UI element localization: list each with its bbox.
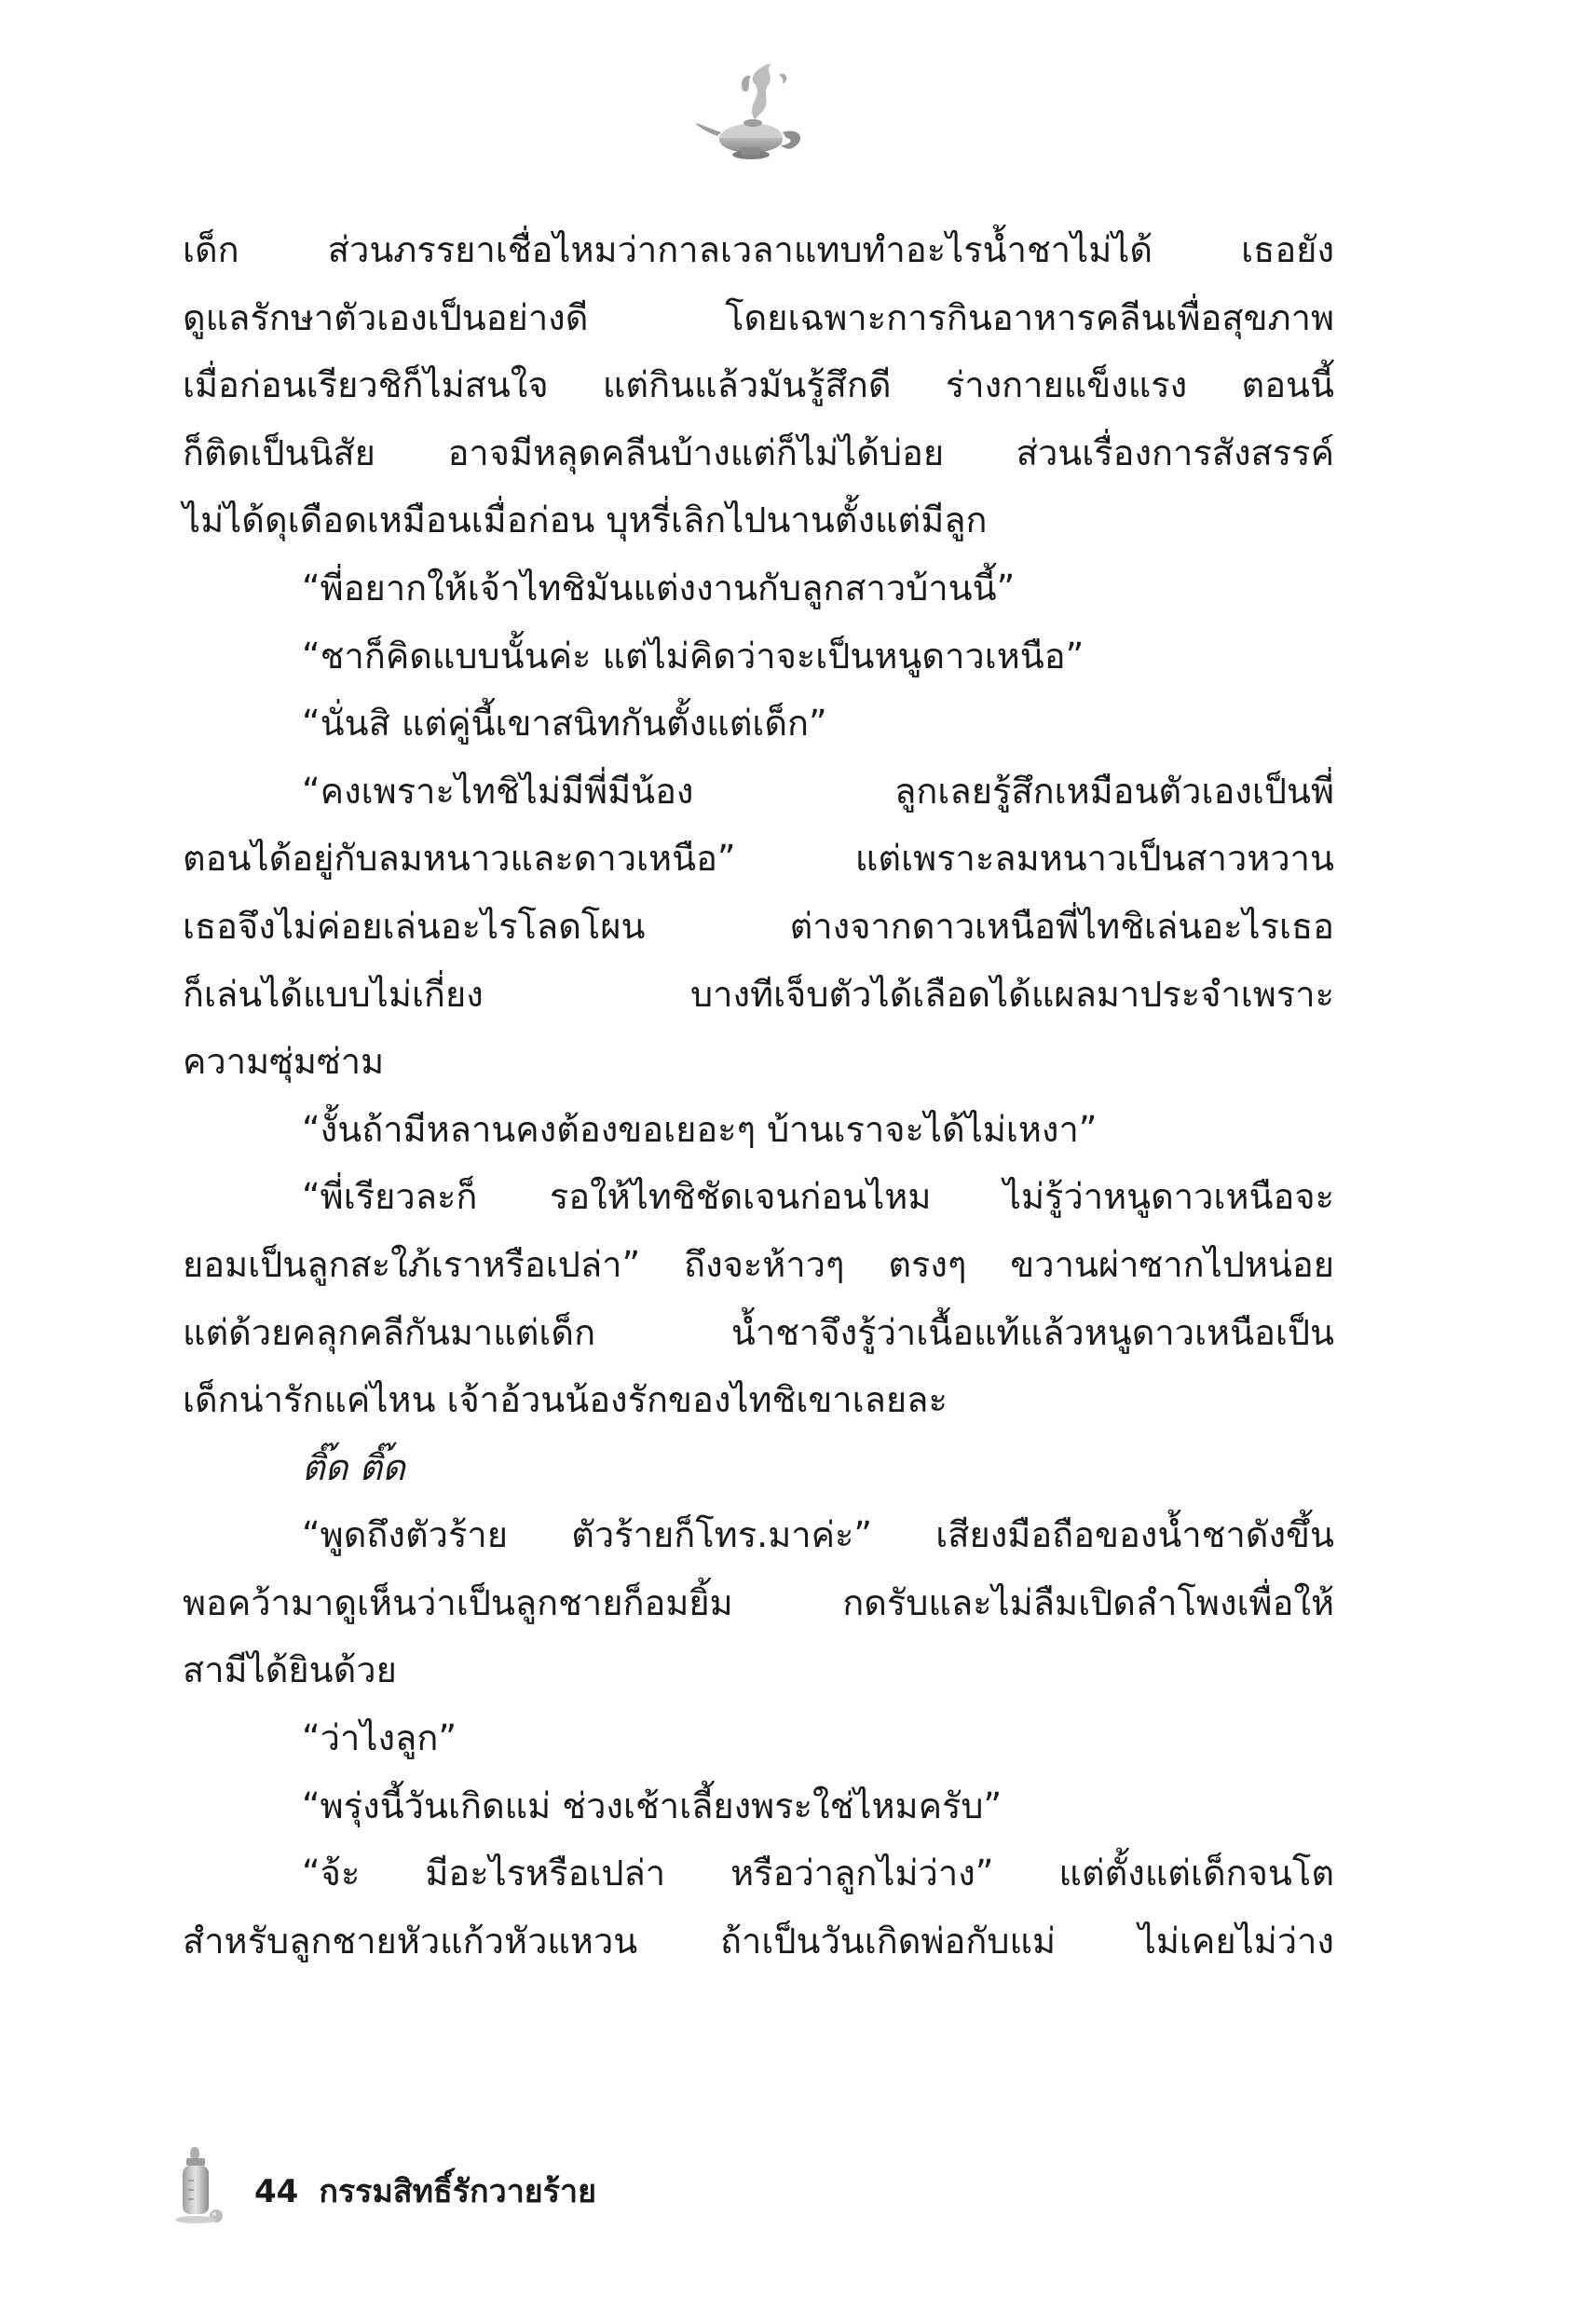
text-line: ตอนได้อยู่กับลมหนาวและดาวเหนือ” แต่เพราะลมหนาวเป็นสาวหวาน — [183, 838, 1334, 880]
text-line: ไม่ได้ดุเดือดเหมือนเมื่อก่อน บุหรี่เลิกไปนานตั้งแต่มีลูก — [183, 499, 988, 541]
body-text — [183, 216, 1334, 1975]
text-line: “พรุ่งนี้วันเกิดแม่ ช่วงเช้าเลี้ยงพระใช่ไหมครับ” — [302, 1785, 1003, 1826]
page-footer — [166, 2143, 911, 2227]
text-line: “ชาก็คิดแบบนั้นค่ะ แต่ไม่คิดว่าจะเป็นหนูดาวเหนือ” — [302, 635, 1084, 677]
text-line: เธอจึงไม่ค่อยเล่นอะไรโลดโผน ต่างจากดาวเหนือพี่ไทชิเล่นอะไรเธอ — [183, 905, 1334, 947]
text-line: สำหรับลูกชายหัวแก้วหัวแหวน ถ้าเป็นวันเกิดพ่อกับแม่ ไม่เคยไม่ว่าง — [183, 1920, 1334, 1962]
baby-bottle-icon — [166, 2143, 231, 2227]
text-line: ดูแลรักษาตัวเองเป็นอย่างดี โดยเฉพาะการกินอาหารคลีนเพื่อสุขภาพ — [183, 296, 1334, 338]
text-line: “พูดถึงตัวร้าย ตัวร้ายก็โทร.มาค่ะ” เสียงมือถือของน้ำชาดังขึ้น — [302, 1514, 1334, 1556]
footer-text — [254, 2166, 617, 2216]
text-line: “พี่เรียวละก็ รอให้ไทชิชัดเจนก่อนไหม ไม่รู้ว่าหนูดาวเหนือจะ — [302, 1176, 1334, 1218]
text-line: “ว่าไงลูก” — [302, 1717, 457, 1759]
text-line: เมื่อก่อนเรียวชิก็ไม่สนใจ แต่กินแล้วมันรู้สึกดี ร่างกายแข็งแรง ตอนนี้ — [183, 364, 1334, 406]
genie-lamp-emblem-icon — [689, 54, 820, 166]
text-line: แต่ด้วยคลุกคลีกันมาแต่เด็ก น้ำชาจึงรู้ว่าเนื้อแท้แล้วหนูดาวเหนือเป็น — [183, 1311, 1334, 1353]
text-line: “คงเพราะไทชิไม่มีพี่มีน้อง ลูกเลยรู้สึกเหมือนตัวเองเป็นพี่ — [302, 770, 1334, 812]
text-line: สามีได้ยินด้วย — [183, 1649, 397, 1691]
text-line: “นั่นสิ แต่คู่นี้เขาสนิทกันตั้งแต่เด็ก” — [302, 703, 827, 745]
book-title: กรรมสิทธิ์รักวายร้าย — [319, 2173, 596, 2210]
text-line: “จ้ะ มีอะไรหรือเปล่า หรือว่าลูกไม่ว่าง” แต่ตั้งแต่เด็กจนโต — [302, 1853, 1334, 1894]
text-line: เด็กน่ารักแค่ไหน เจ้าอ้วนน้องรักของไทชิเขาเลยละ — [183, 1379, 948, 1421]
text-line: ยอมเป็นลูกสะใภ้เราหรือเปล่า” ถึงจะห้าวๆ ตรงๆ ขวานผ่าซากไปหน่อย — [183, 1243, 1334, 1285]
page-number: 44 — [254, 2173, 299, 2210]
text-line: “งั้นถ้ามีหลานคงต้องขอเยอะๆ บ้านเราจะได้ไม่เหงา” — [302, 1108, 1098, 1150]
text-line: เด็ก ส่วนภรรยาเชื่อไหมว่ากาลเวลาแทบทำอะไรน้ำชาไม่ได้ เธอยัง — [183, 229, 1334, 270]
text-line: พอคว้ามาดูเห็นว่าเป็นลูกชายก็อมยิ้ม กดรับและไม่ลืมเปิดลำโพงเพื่อให้ — [183, 1581, 1334, 1623]
text-line: “พี่อยากให้เจ้าไทชิมันแต่งงานกับลูกสาวบ้านนี้” — [302, 567, 1016, 609]
text-line: ความซุ่มซ่าม — [183, 1041, 385, 1083]
text-line: ก็ติดเป็นนิสัย อาจมีหลุดคลีนบ้างแต่ก็ไม่ได้บ่อย ส่วนเรื่องการสังสรรค์ — [183, 431, 1334, 473]
text-line: ก็เล่นได้แบบไม่เกี่ยง บางทีเจ็บตัวได้เลือดได้แผลมาประจำเพราะ — [183, 973, 1334, 1015]
text-line: ติ๊ด ติ๊ด — [302, 1446, 405, 1488]
